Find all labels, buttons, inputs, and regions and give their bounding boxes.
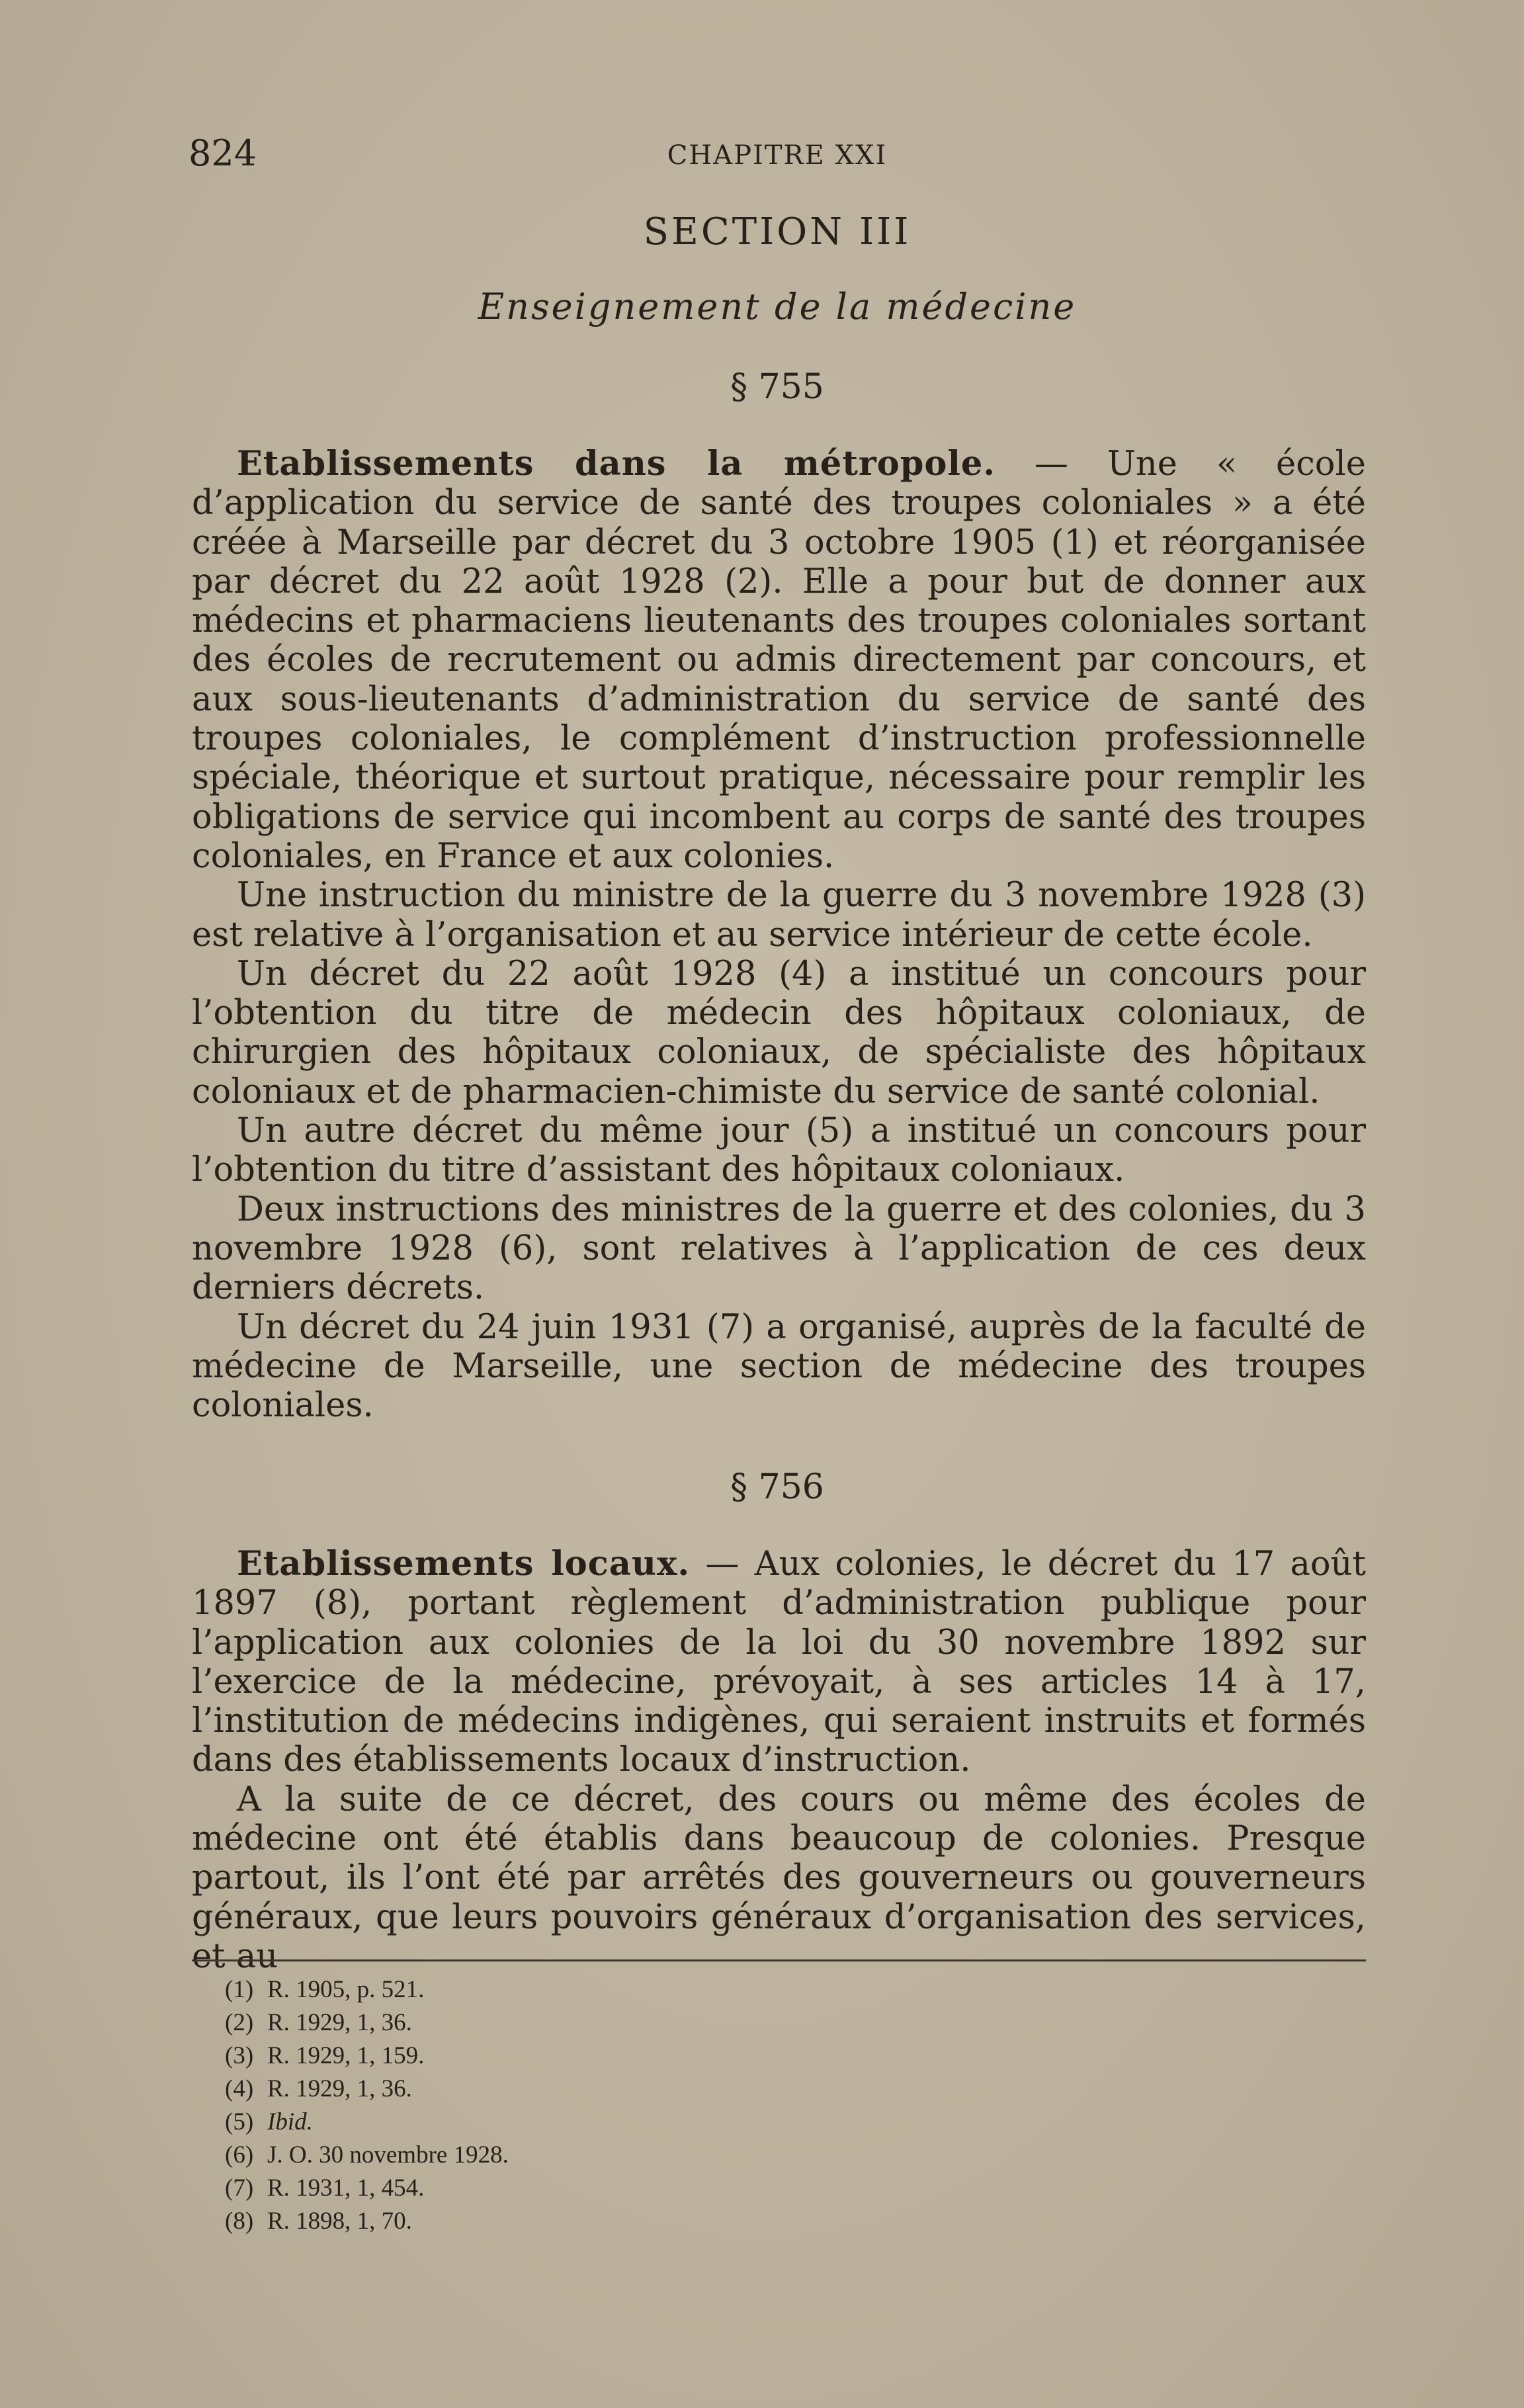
footnote-text: J. O. 30 novembre 1928. [267, 2141, 509, 2169]
footnote [225, 1973, 952, 2006]
footnote [225, 2172, 952, 2205]
paragraph: Deux instructions des ministres de la guerre et des colonies, du 3 novembre 1928 (6), sont relatives à l’application de ces deux derniers décrets. [192, 1189, 1366, 1308]
paragraph: Un autre décret du même jour (5) a institué un concours pour l’obtention du titre d’assistant des hôpitaux coloniaux. [192, 1111, 1366, 1190]
paragraph: Un décret du 24 juin 1931 (7) a organisé, auprès de la faculté de médecine de Marseille, une section de médecine des troupes coloniales. [192, 1307, 1366, 1426]
section-756-body [192, 1545, 1366, 1976]
footnote [225, 2040, 952, 2073]
paragraph: Un décret du 22 août 1928 (4) a institué un concours pour l’obtention du titre de médecin des hôpitaux coloniaux, de chirurgien des hôpitaux coloniaux, de spécialiste des hôpitaux coloniaux et de pharmacien-chimiste du service de santé colonial. [192, 954, 1366, 1111]
paragraph-mark-755: § 755 [730, 367, 824, 407]
page-header [189, 132, 1366, 179]
footnote-text: R. 1905, p. 521. [267, 1976, 425, 2003]
paragraph-lead: Etablissements dans la métropole. [237, 444, 996, 484]
footnote-text: R. 1929, 1, 36. [267, 2009, 412, 2036]
footnote-number: (6) [225, 2141, 254, 2169]
paragraph [192, 1545, 1366, 1780]
paragraph [192, 445, 1366, 876]
footnote [225, 2006, 952, 2040]
footnotes [225, 1973, 952, 2238]
footnote [225, 2205, 952, 2238]
footnote-number: (4) [225, 2075, 254, 2102]
footnote [225, 2106, 952, 2139]
footnote-text: R. 1929, 1, 36. [267, 2075, 412, 2102]
footnote [225, 2139, 952, 2172]
footnote-text: R. 1898, 1, 70. [267, 2208, 412, 2235]
section-755-body [192, 445, 1366, 1425]
section-title: SECTION III [643, 210, 911, 253]
footnote-text: R. 1931, 1, 454. [267, 2174, 425, 2202]
footnote-number: (2) [225, 2009, 254, 2036]
paragraph: Une instruction du ministre de la guerre du 3 novembre 1928 (3) est relative à l’organisation et au service intérieur de cette école. [192, 876, 1366, 955]
paragraph-text: — Une « école d’application du service de santé des troupes coloniales » a été créée à Marseille par décret du 3 octobre 1905 (1) et réorganisée par décret du 22 août 1928 (2). Elle a pour but de donner aux médecins et pharmaciens lieutenants des troupes coloniales sortant des écoles de recrutement ou admis directement par concours, et aux sous-lieutenants d’administration du service de santé des troupes coloniales, le complément d’instruction professionnelle spéciale, théorique et surtout pratique, nécessaire pour remplir les obligations de service qui incombent au corps de santé des troupes coloniales, en France et aux colonies. [192, 445, 1366, 876]
footnote-rule [192, 1959, 1366, 1961]
page-number: 824 [189, 132, 257, 174]
section-subtitle: Enseignement de la médecine [478, 286, 1077, 327]
running-head: CHAPITRE XXI [667, 140, 888, 171]
paragraph-text: — Aux colonies, le décret du 17 août 1897 (8), portant règlement d’administration publique pour l’application aux colonies de la loi du 30 novembre 1892 sur l’exercice de la médecine, prévoyait, à ses articles 14 à 17, l’institution de médecins indigènes, qui seraient instruits et formés dans des établissements locaux d’instruction. [192, 1545, 1366, 1780]
paragraph: A la suite de ce décret, des cours ou même des écoles de médecine ont été établis dans beaucoup de colonies. Presque partout, ils l’ont été par arrêtés des gouverneurs ou gouverneurs généraux, que leurs pouvoirs généraux d’organisation des services, et au [192, 1780, 1366, 1976]
footnote-number: (8) [225, 2208, 254, 2235]
paragraph-mark-756: § 756 [730, 1467, 824, 1507]
footnote-number: (1) [225, 1976, 254, 2003]
footnote-text: Ibid. [267, 2108, 313, 2135]
footnote [225, 2073, 952, 2106]
footnote-number: (5) [225, 2108, 254, 2135]
footnote-number: (7) [225, 2174, 254, 2202]
paragraph-lead: Etablissements locaux. [237, 1544, 691, 1584]
footnote-number: (3) [225, 2042, 254, 2069]
footnote-text: R. 1929, 1, 159. [267, 2042, 425, 2069]
